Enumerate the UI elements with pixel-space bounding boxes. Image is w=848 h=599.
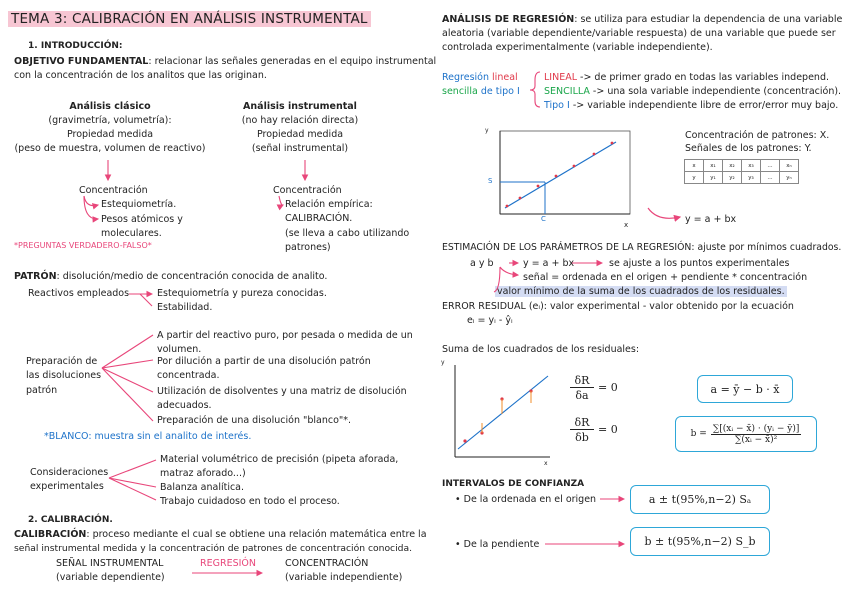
regresion-l3: controlada experimentalmente (variable independiente). <box>442 42 713 53</box>
senales-patrones: Señales de los patrones: Y. <box>685 143 812 154</box>
senal-instrumental: SEÑAL INSTRUMENTAL <box>56 558 164 569</box>
ordenada-formula: a ± t(95%,n−2) Sₐ <box>648 493 752 506</box>
prep-p2b: concentrada. <box>157 370 220 381</box>
table-cell: y₃ <box>742 172 761 184</box>
cons-c1: Material volumétrico de precisión (pipeta aforada, <box>160 454 399 465</box>
blanco-note: *BLANCO: muestra sin el analito de interés. <box>44 431 252 442</box>
objetivo-text: : relacionar las señales generadas en el equipo instrumental <box>148 56 437 67</box>
instrumental-conc: Concentración <box>273 185 342 196</box>
b-numerator: ∑[(xᵢ − x̄) · (yᵢ − ȳ)] <box>712 423 800 434</box>
regresion-arrow-label: REGRESIÓN <box>200 558 256 569</box>
cons-label-1: Consideraciones <box>30 467 109 478</box>
prep-label-2: las disoluciones <box>26 370 102 381</box>
error-residual: ERROR RESIDUAL (eᵢ): valor experimental - valor obtenido por la ecuación <box>442 301 794 312</box>
prep-p3b: adecuados. <box>157 400 212 411</box>
error-eq: eᵢ = yᵢ - ŷᵢ <box>467 315 513 326</box>
calibracion-l2: señal instrumental medida y la concentración de patrones de concentración conocida. <box>14 543 413 554</box>
senal-sub: (variable dependiente) <box>56 572 165 583</box>
instrumental-b2: CALIBRACIÓN. <box>285 213 353 224</box>
table-cell: x₃ <box>742 160 761 172</box>
prep-label-3: patrón <box>26 385 58 396</box>
reactivos-r1: Estequiometría y pureza conocidas. <box>157 288 327 299</box>
estimacion-eq: y = a + bx <box>523 258 575 269</box>
estimacion-ab: a y b <box>470 258 494 269</box>
prep-p4: Preparación de una disolución "blanco"*. <box>157 415 352 426</box>
prep-p2: Por dilución a partir de una disolución patrón <box>157 356 371 367</box>
graph-y-axis: y <box>485 127 489 134</box>
estimacion-senal: señal = ordenada en el origen + pendiente * concentración <box>523 272 808 283</box>
b-denominator: ∑(xᵢ − x̄)² <box>734 434 778 445</box>
estimacion-minimo: valor mínimo de la suma de los cuadrados de los residuales. <box>497 286 785 297</box>
table-cell: ... <box>761 172 780 184</box>
table-cell: x₁ <box>704 160 723 172</box>
clasico-b3: moleculares. <box>101 228 162 239</box>
patron-label: PATRÓN <box>14 271 57 282</box>
estimacion-eq-tail: se ajuste a los puntos experimentales <box>609 258 790 269</box>
tipo-sencilla: sencilla <box>442 86 478 97</box>
def-lineal-key: LINEAL <box>544 72 577 83</box>
cons-c1b: matraz aforado...) <box>160 468 246 479</box>
dR-db-den: δb <box>575 431 589 444</box>
objetivo-label: OBJETIVO FUNDAMENTAL <box>14 56 149 67</box>
prep-p3: Utilización de disolventes y una matriz de disolución <box>157 386 407 397</box>
residual-y-axis: y <box>441 359 445 366</box>
concentracion-sub: (variable independiente) <box>285 572 403 583</box>
clasico-b2: Pesos atómicos y <box>101 214 183 225</box>
intervalo-pendiente-label: De la pendiente <box>463 539 540 550</box>
def-lineal-val: -> de primer grado en todas las variables independ. <box>577 72 829 83</box>
residual-x-axis: x <box>544 460 548 467</box>
graph-x-axis: x <box>624 221 629 229</box>
def-tipo-key: Tipo I <box>544 100 570 111</box>
table-cell: y <box>685 172 704 184</box>
calibracion-heading: 2. CALIBRACIÓN. <box>28 515 113 525</box>
clasico-title: Análisis clásico <box>69 101 151 112</box>
clasico-l1: (gravimetría, volumetría): <box>48 115 172 126</box>
dR-da-eq: = 0 <box>598 381 618 394</box>
instrumental-l2: Propiedad medida <box>256 129 344 140</box>
def-tipo-val: -> variable independiente libre de error/error muy bajo. <box>569 100 839 111</box>
a-formula: a = ȳ − b · x̄ <box>710 382 780 396</box>
instrumental-b1: Relación empírica: <box>285 199 373 210</box>
prep-label-1: Preparación de <box>26 356 98 367</box>
instrumental-b3: (se lleva a cabo utilizando <box>285 228 410 239</box>
reactivos-label: Reactivos empleados <box>28 288 130 299</box>
dR-db-num: δR <box>570 416 594 430</box>
page-title: TEMA 3: CALIBRACIÓN EN ANÁLISIS INSTRUMENTAL <box>8 11 371 27</box>
tipo-regresion: Regresión <box>442 72 490 83</box>
intervalos-heading: INTERVALOS DE CONFIANZA <box>442 479 585 489</box>
dR-da-den: δa <box>575 389 589 402</box>
patron-def: : disolución/medio de concentración conocida de analito. <box>56 271 328 282</box>
table-cell: y₂ <box>723 172 742 184</box>
clasico-b1: Estequiometría. <box>101 199 177 210</box>
suma-residuales: Suma de los cuadrados de los residuales: <box>442 344 640 355</box>
dR-db-eq: = 0 <box>598 423 618 436</box>
clasico-l2: Propiedad medida <box>66 129 154 140</box>
pendiente-formula-box <box>630 527 770 556</box>
regresion-l1: : se utiliza para estudiar la dependencia de una variable <box>574 14 843 25</box>
tipo-de: de <box>480 86 493 97</box>
intervalo-pendiente: • De la pendiente <box>455 539 540 550</box>
table-cell: xₙ <box>780 160 799 172</box>
regresion-label: ANÁLISIS DE REGRESIÓN <box>442 14 575 25</box>
graph-sy: S <box>488 177 493 185</box>
instrumental-l1: (no hay relación directa) <box>241 115 359 126</box>
calibracion-label: CALIBRACIÓN <box>14 529 87 540</box>
intervalo-ordenada: • De la ordenada en el origen <box>455 494 597 505</box>
ordenada-formula-box <box>630 485 770 514</box>
table-cell: x₂ <box>723 160 742 172</box>
table-cell: x <box>685 160 704 172</box>
concentracion-label: CONCENTRACIÓN <box>285 558 369 569</box>
clasico-conc: Concentración <box>79 185 148 196</box>
table-cell: yₙ <box>780 172 799 184</box>
b-label: b = <box>690 429 707 439</box>
note-vf: *PREGUNTAS VERDADERO-FALSO* <box>14 241 152 250</box>
def-sencilla-val: -> una sola variable independiente (concentración). <box>589 86 842 97</box>
tipo-lineal: lineal <box>492 72 518 83</box>
cons-c3: Trabajo cuidadoso en todo el proceso. <box>160 496 340 507</box>
table-cell: ... <box>761 160 780 172</box>
tipo-tipo: tipo I <box>495 86 520 97</box>
instrumental-b4: patrones) <box>285 242 331 253</box>
def-sencilla-key: SENCILLA <box>544 86 590 97</box>
estimacion-l1: ESTIMACIÓN DE LOS PARÁMETROS DE LA REGRESIÓN: ajuste por mínimos cuadrados. <box>442 242 842 253</box>
prep-p1: A partir del reactivo puro, por pesada o medida de un <box>157 330 413 341</box>
dR-da-num: δR <box>570 374 594 388</box>
conc-patrones: Concentración de patrones: X. <box>685 130 830 141</box>
cons-label-2: experimentales <box>30 481 104 492</box>
intervalo-ordenada-label: De la ordenada en el origen <box>463 494 597 505</box>
table-cell: y₁ <box>704 172 723 184</box>
pendiente-formula: b ± t(95%,n−2) S_b <box>644 535 756 548</box>
instrumental-title: Análisis instrumental <box>243 101 357 112</box>
graph-cx: C <box>541 215 546 223</box>
objetivo-line-2: con la concentración de los analitos que las originan. <box>14 70 267 81</box>
instrumental-l3: (señal instrumental) <box>251 143 349 154</box>
reactivos-r2: Estabilidad. <box>157 302 213 313</box>
prep-p1b: volumen. <box>157 344 202 355</box>
graph-equation: y = a + bx <box>685 214 737 225</box>
calibracion-l1: : proceso mediante el cual se obtiene una relación matemática entre la <box>86 529 427 540</box>
clasico-l3: (peso de muestra, volumen de reactivo) <box>14 143 206 154</box>
intro-heading: 1. INTRODUCCIÓN: <box>28 41 123 51</box>
cons-c2: Balanza analítica. <box>160 482 245 493</box>
regresion-l2: aleatoria (variable dependiente/variable respuesta) de una variable que puede ser <box>442 28 836 39</box>
